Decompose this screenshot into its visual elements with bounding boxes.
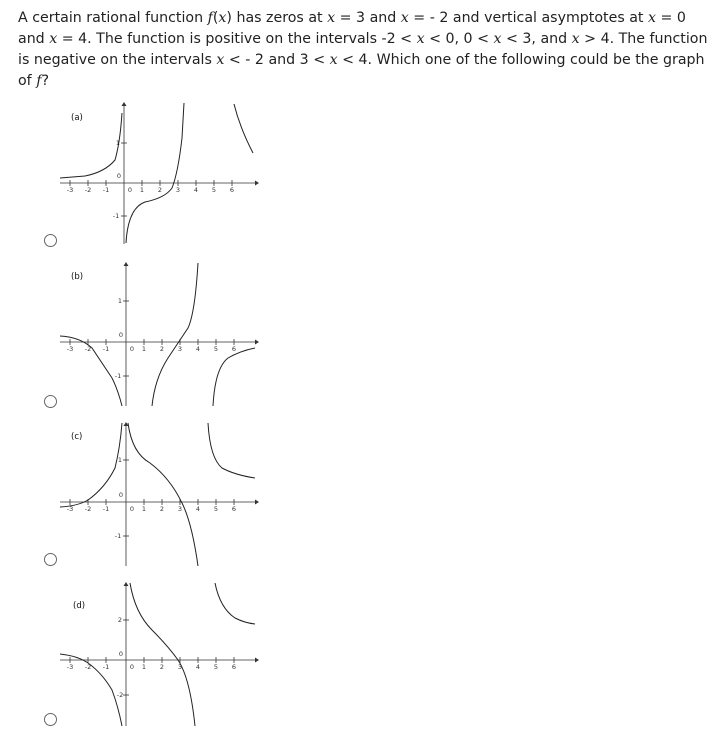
x-tick-label: 2 [159, 663, 165, 671]
graph-d [60, 578, 260, 728]
answer-option-d[interactable] [0, 578, 712, 738]
y-tick-label: -1 [112, 212, 120, 220]
question-part: x [648, 10, 657, 26]
question-part: f [36, 73, 42, 89]
x-tick-label: 2 [159, 505, 165, 513]
y-tick-label: 1 [115, 139, 121, 147]
x-tick-label: -1 [102, 505, 110, 513]
question-part: = 3 and [335, 10, 401, 26]
y-tick-label: 1 [117, 456, 123, 464]
question-part: < 0, 0 < [424, 31, 494, 47]
radio-button-b[interactable] [44, 395, 57, 408]
question-part: x [216, 52, 225, 68]
curve-branch-middle [130, 583, 195, 726]
question-part: x [218, 10, 227, 26]
x-tick-label: -1 [102, 186, 110, 194]
question-part: ( [212, 10, 219, 26]
x-tick-label: 6 [231, 663, 237, 671]
origin-label: 0 [116, 172, 122, 180]
curve-branch-middle [126, 103, 184, 243]
x-axis-arrow [255, 181, 259, 186]
x-tick-label: 4 [193, 186, 199, 194]
x-tick-label: 3 [177, 345, 183, 353]
question-part: x [571, 31, 580, 47]
graph-a [60, 98, 260, 248]
x-tick-label: 5 [213, 345, 219, 353]
question-part: < 4. Which one of the following could be the graph of [18, 52, 705, 89]
curve-branch-left [60, 423, 122, 507]
x-tick-label: 4 [195, 663, 201, 671]
x-tick-label: 5 [211, 186, 217, 194]
origin-label: 0 [118, 491, 124, 499]
answer-option-a[interactable] [0, 98, 712, 248]
curve-branch-right [234, 104, 253, 153]
x-tick-label: 6 [229, 186, 235, 194]
question-part: < - 2 and 3 < [224, 52, 330, 68]
radio-button-c[interactable] [44, 553, 57, 566]
x-tick-label: 1 [141, 345, 147, 353]
question-part: = 4. The function is positive on the intervals -2 < [57, 31, 417, 47]
x-tick-label: 0 [127, 186, 133, 194]
x-tick-label: -2 [84, 663, 92, 671]
curve-branch-left [60, 113, 122, 178]
question-part: x [49, 31, 58, 47]
question-part: ? [41, 73, 49, 89]
x-tick-label: -2 [84, 345, 92, 353]
question-part: A certain rational function [18, 10, 208, 26]
graph-label: (d) [73, 601, 86, 611]
graph-label: (a) [71, 113, 83, 123]
y-tick-label: -1 [114, 532, 122, 540]
curve-branch-right [215, 583, 255, 624]
origin-label: 0 [118, 650, 124, 658]
x-tick-label: 4 [195, 345, 201, 353]
y-axis-arrow [124, 262, 129, 266]
x-tick-label: 6 [231, 345, 237, 353]
x-tick-label: 0 [129, 505, 135, 513]
graph-c [60, 418, 260, 568]
radio-button-a[interactable] [44, 234, 57, 247]
curve-branch-right [208, 423, 255, 478]
question-part: < 3, and [501, 31, 572, 47]
x-tick-label: 2 [157, 186, 163, 194]
x-axis-arrow [255, 658, 259, 663]
x-tick-label: 1 [139, 186, 145, 194]
y-tick-label: 1 [117, 297, 123, 305]
question-part: x [416, 31, 425, 47]
y-tick-label: -1 [114, 372, 122, 380]
x-tick-label: 3 [177, 505, 183, 513]
question-part: x [400, 10, 409, 26]
x-tick-label: -1 [102, 663, 110, 671]
x-tick-label: 2 [159, 345, 165, 353]
x-tick-label: -3 [66, 345, 74, 353]
x-tick-label: 4 [195, 505, 201, 513]
question-part: = - 2 and vertical asymptotes at [408, 10, 648, 26]
x-tick-label: -2 [84, 505, 92, 513]
question-text [18, 8, 708, 92]
x-axis-arrow [255, 500, 259, 505]
x-tick-label: -1 [102, 345, 110, 353]
y-axis-arrow [124, 582, 129, 586]
x-tick-label: 3 [175, 186, 181, 194]
origin-label: 0 [118, 331, 124, 339]
curve-branch-middle [152, 263, 201, 406]
x-tick-label: 0 [129, 345, 135, 353]
question-part: x [329, 52, 338, 68]
y-axis-arrow [122, 102, 127, 106]
question-part: f [207, 10, 213, 26]
x-tick-label: 5 [213, 663, 219, 671]
x-tick-label: -2 [84, 186, 92, 194]
curve-branch-right [213, 348, 255, 406]
x-tick-label: 6 [231, 505, 237, 513]
question-part: ) has zeros at [226, 10, 328, 26]
x-tick-label: 0 [129, 663, 135, 671]
answer-option-c[interactable] [0, 418, 712, 568]
x-tick-label: 5 [213, 505, 219, 513]
x-tick-label: 3 [177, 663, 183, 671]
question-part: x [493, 31, 502, 47]
y-tick-label: 2 [117, 616, 123, 624]
y-tick-label: -2 [116, 691, 124, 699]
answer-option-b[interactable] [0, 258, 712, 408]
x-tick-label: 1 [141, 505, 147, 513]
x-axis-arrow [255, 340, 259, 345]
x-tick-label: 1 [141, 663, 147, 671]
x-tick-label: -3 [66, 505, 74, 513]
radio-button-d[interactable] [44, 713, 57, 726]
question-part: = 0 and [18, 10, 686, 47]
question-part: x [327, 10, 336, 26]
graph-label: (b) [71, 272, 84, 282]
graph-b [60, 258, 260, 408]
graph-label: (c) [71, 432, 83, 442]
x-tick-label: -3 [66, 663, 74, 671]
curve-branch-middle [128, 423, 201, 566]
x-tick-label: -3 [66, 186, 74, 194]
question-part: > 4. The function is negative on the intervals [18, 31, 708, 68]
